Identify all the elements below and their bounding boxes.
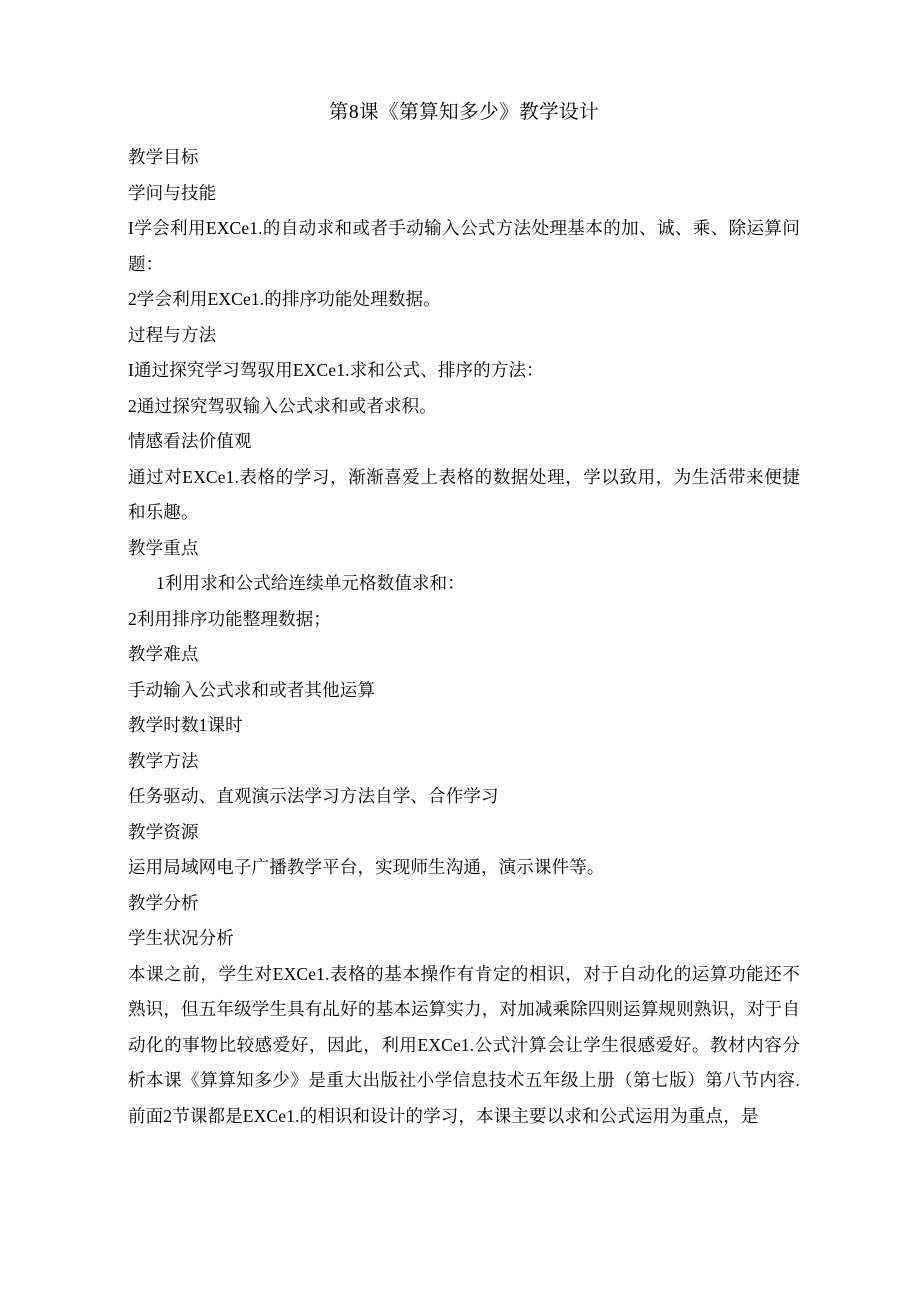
paragraph-student-analysis-body: 本课之前，学生对EXCe1.表格的基本操作有肯定的相识，对于自动化的运算功能还不熟识，但五年级学生具有乩好的基本运算实力，对加减乘除四则运算规则熟识，对于自动化的事物比较感爱好，因此，利用EXCe1.公式汁算会让学生很感爱好。教材内容分析本课《算算知多少》是重大出版社小学信息技术五年级上册（第七版）第八节内容.前面2节课都是EXCe1.的相识和设计的学习，本课主要以求和公式运用为重点，是 [128,963,800,1126]
paragraph-resources-body: 运用局域网电子广播教学平台，实现师生沟通，演示课件等。 [128,857,605,877]
paragraph-key-point-2: 2利用排序功能整理数据； [128,608,332,629]
paragraph-teaching-method-heading: 教学方法 [128,750,199,771]
paragraph-emotion-values: 情感看法价值观 [128,431,252,451]
document-body [128,140,800,1134]
paragraph-key-point-1: 1利用求和公式给连续单元格数值求和： [156,573,465,593]
paragraph-class-hours: 教学时数1课时 [128,715,243,735]
paragraph-student-analysis-heading: 学生状况分析 [128,928,234,948]
paragraph-knowledge-item-1: I学会利用EXCe1.的自动求和或者手动输入公式方法处理基本的加、诚、乘、除运算问题： [128,218,800,274]
paragraph-difficulties: 教学难点 [128,644,199,664]
paragraph-process-method: 过程与方法 [128,324,217,345]
paragraph-objectives: 教学目标 [128,147,199,167]
paragraph-teaching-method-body: 任务驱动、直观演示法学习方法自学、合作学习 [128,786,499,806]
paragraph-difficulty-body: 手动输入公式求和或者其他运算 [128,679,376,700]
paragraph-key-points: 教学重点 [128,537,199,558]
paragraph-emotion-body: 通过对EXCe1.表格的学习，渐渐喜爱上表格的数据处理，学以致用，为生活带来便捷和乐趣。 [128,466,800,522]
paragraph-analysis-heading: 教学分析 [128,892,199,913]
paragraph-process-item-2: 2通过探究驾驭输入公式求和或者求积。 [128,395,437,416]
paragraph-process-item-1: I通过探究学习驾驭用EXCe1.求和公式、排序的方法： [128,360,544,380]
paragraph-knowledge-skills: 学问与技能 [128,182,217,203]
paragraph-resources-heading: 教学资源 [128,821,199,842]
page-title: 第8课《第算知多少》教学设计 [328,102,600,123]
paragraph-knowledge-item-2: 2学会利用EXCe1.的排序功能处理数据。 [128,289,441,309]
